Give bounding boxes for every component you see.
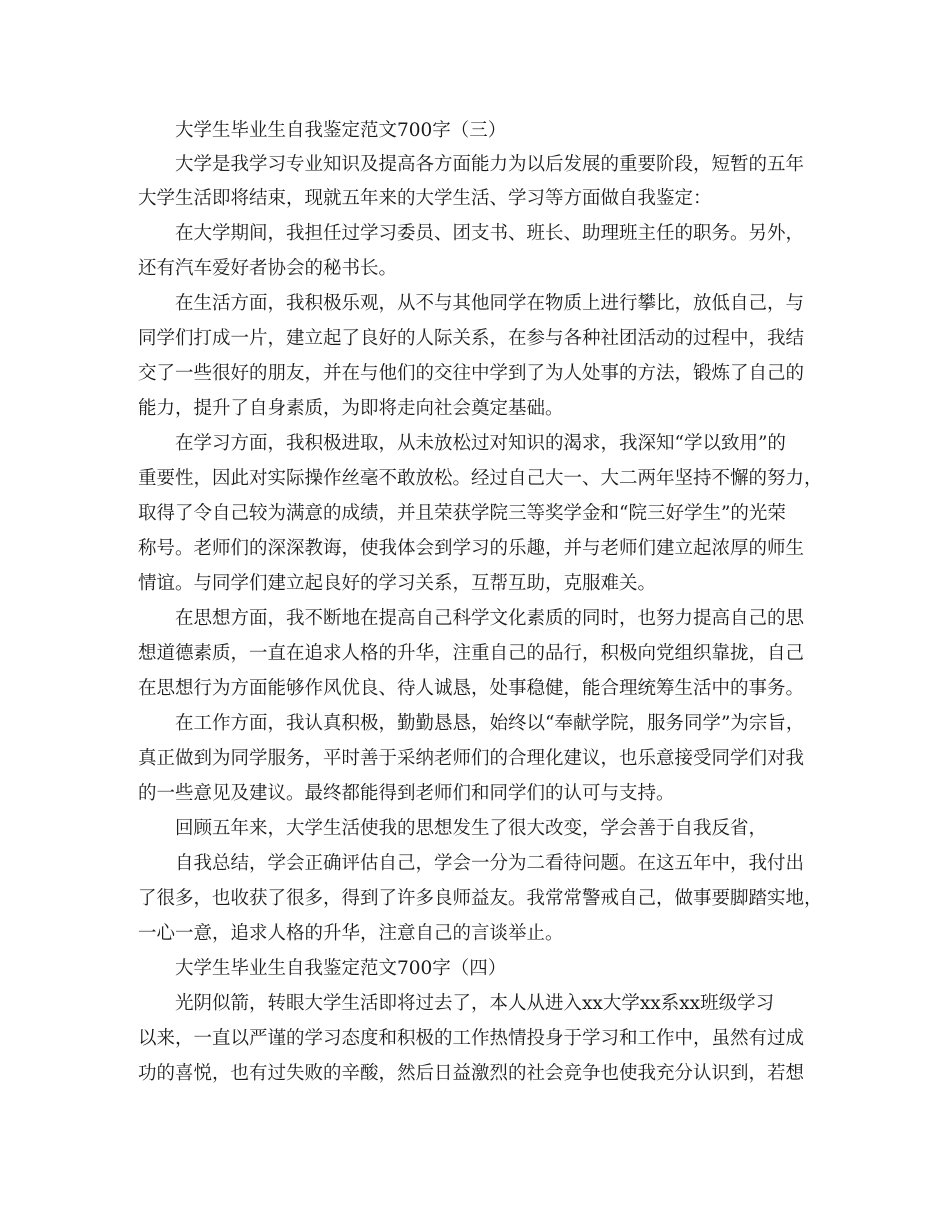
paragraph-line: 回顾五年来，大学生活使我的思想发生了很大改变，学会善于自我反省，: [175, 818, 768, 839]
paragraph-line: 一心一意，追求人格的升华，注意自己的言谈举止。: [138, 923, 564, 944]
paragraph-line: 真正做到为同学服务，平时善于采纳老师们的合理化建议，也乐意接受同学们对我: [138, 748, 805, 769]
paragraph-line: 功的喜悦，也有过失败的辛酸，然后日益激烈的社会竞争也使我充分认识到，若想: [138, 1063, 805, 1084]
paragraph-line: 交了一些很好的朋友，并在与他们的交往中学到了为人处事的方法，锻炼了自己的: [138, 363, 805, 384]
paragraph-line: 还有汽车爱好者协会的秘书长。: [138, 258, 398, 279]
paragraph-line: 重要性，因此对实际操作丝毫不敢放松。经过自己大一、大二两年坚持不懈的努力，: [138, 468, 823, 489]
paragraph-line: 在大学期间，我担任过学习委员、团支书、班长、助理班主任的职务。另外，: [175, 223, 805, 244]
paragraph-line: 在生活方面，我积极乐观，从不与其他同学在物质上进行攀比，放低自己，与: [175, 293, 805, 314]
paragraph-line: 光阴似箭，转眼大学生活即将过去了，本人从进入xx大学xx系xx班级学习: [175, 993, 775, 1014]
paragraph-line: 能力，提升了自身素质，为即将走向社会奠定基础。: [138, 398, 564, 419]
paragraph-line: 情谊。与同学们建立起良好的学习关系，互帮互助，克服难关。: [138, 573, 657, 594]
paragraph-line: 在学习方面，我积极进取，从未放松过对知识的渴求，我深知“学以致用”的: [175, 433, 786, 454]
section-heading-4: 大学生毕业生自我鉴定范文700字（四）: [175, 958, 507, 979]
paragraph-line: 了很多，也收获了很多，得到了许多良师益友。我常常警戒自己，做事要脚踏实地，: [138, 888, 823, 909]
paragraph-line: 在思想方面，我不断地在提高自己科学文化素质的同时，也努力提高自己的思: [175, 608, 805, 629]
section-heading-3: 大学生毕业生自我鉴定范文700字（三）: [175, 120, 507, 141]
paragraph-line: 以来，一直以严谨的学习态度和积极的工作热情投身于学习和工作中，虽然有过成: [138, 1028, 805, 1049]
paragraph-line: 大学生活即将结束，现就五年来的大学生活、学习等方面做自我鉴定：: [138, 188, 712, 209]
paragraph-line: 的一些意见及建议。最终都能得到老师们和同学们的认可与支持。: [138, 783, 675, 804]
paragraph-line: 在思想行为方面能够作风优良、待人诚恳，处事稳健，能合理统筹生活中的事务。: [138, 678, 805, 699]
paragraph-line: 同学们打成一片，建立起了良好的人际关系，在参与各种社团活动的过程中，我结: [138, 328, 805, 349]
paragraph-line: 大学是我学习专业知识及提高各方面能力为以后发展的重要阶段，短暂的五年: [175, 154, 805, 175]
paragraph-line: 在工作方面，我认真积极，勤勤恳恳，始终以“奉献学院，服务同学”为宗旨，: [175, 713, 805, 734]
paragraph-line: 取得了令自己较为满意的成绩，并且荣获学院三等奖学金和“院三好学生”的光荣: [138, 503, 786, 524]
paragraph-line: 想道德素质，一直在追求人格的升华，注重自己的品行，积极向党组织靠拢，自己: [138, 643, 805, 664]
paragraph-line: 称号。老师们的深深教诲，使我体会到学习的乐趣，并与老师们建立起浓厚的师生: [138, 538, 805, 559]
paragraph-line: 自我总结，学会正确评估自己，学会一分为二看待问题。在这五年中，我付出: [175, 853, 805, 874]
